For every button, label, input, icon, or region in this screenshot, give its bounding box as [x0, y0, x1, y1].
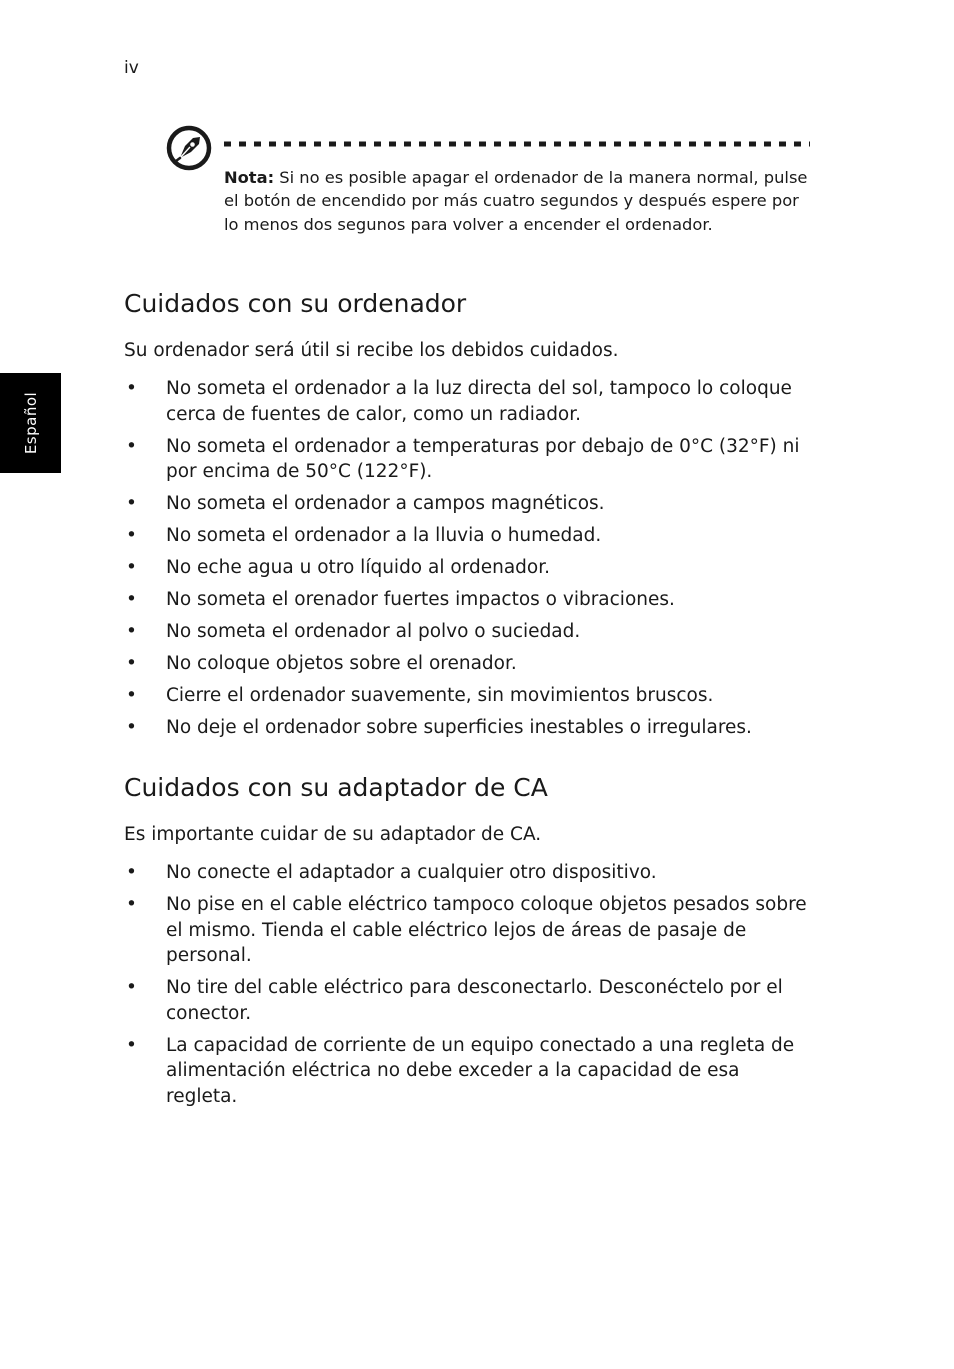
- section-heading-computer-care: Cuidados con su ordenador: [124, 289, 467, 318]
- note-label: Nota:: [224, 168, 275, 187]
- pen-nib-icon: [166, 125, 212, 171]
- list-item: • No pise en el cable eléctrico tampoco coloque objetos pesados sobre el mismo. Tienda el cable eléctrico lejos de áreas de pasaje de personal.: [126, 894, 807, 966]
- list-item: • No someta el ordenador al polvo o suciedad.: [126, 621, 581, 642]
- list-item: • No conecte el adaptador a cualquier otro dispositivo.: [126, 862, 657, 883]
- section-intro-ac-adapter-care: Es importante cuidar de su adaptador de CA.: [124, 824, 542, 845]
- note-body-text: Si no es posible apagar el ordenador de la manera normal, pulse el botón de encendido por más cuatro segundos y después espere por lo menos dos segunos para volver a encender el ordenador.: [224, 168, 808, 234]
- language-side-tab: [0, 373, 61, 473]
- list-item: • No eche agua u otro líquido al ordenador.: [126, 557, 551, 578]
- page-number: iv: [124, 58, 139, 78]
- ac-adapter-care-list: [124, 860, 814, 1116]
- side-tab-label: Español: [22, 391, 40, 455]
- list-item: • No coloque objetos sobre el orenador.: [126, 653, 517, 674]
- list-item: • No someta el ordenador a temperaturas por debajo de 0°C (32°F) ni por encima de 50°C (122°F).: [126, 435, 800, 482]
- list-item: • No someta el ordenador a campos magnéticos.: [126, 493, 605, 514]
- note-dotted-rule: [224, 141, 810, 147]
- section-heading-ac-adapter-care: Cuidados con su adaptador de CA: [124, 773, 548, 802]
- computer-care-list: [124, 376, 814, 747]
- section-intro-computer-care: Su ordenador será útil si recibe los debidos cuidados.: [124, 340, 619, 361]
- note-text: [224, 166, 814, 236]
- list-item: • No someta el ordenador a la lluvia o humedad.: [126, 525, 602, 546]
- list-item: • No tire del cable eléctrico para desconectarlo. Desconéctelo por el conector.: [126, 977, 783, 1024]
- list-item: • La capacidad de corriente de un equipo conectado a una regleta de alimentación eléctrica no debe exceder a la capacidad de esa regleta.: [126, 1034, 795, 1107]
- list-item: • Cierre el ordenador suavemente, sin movimientos bruscos.: [126, 685, 714, 706]
- list-item: • No deje el ordenador sobre superficies inestables o irregulares.: [126, 717, 752, 738]
- list-item: • No someta el orenador fuertes impactos o vibraciones.: [126, 589, 675, 610]
- list-item: • No someta el ordenador a la luz directa del sol, tampoco lo coloque cerca de fuentes de calor, como un radiador.: [126, 378, 792, 425]
